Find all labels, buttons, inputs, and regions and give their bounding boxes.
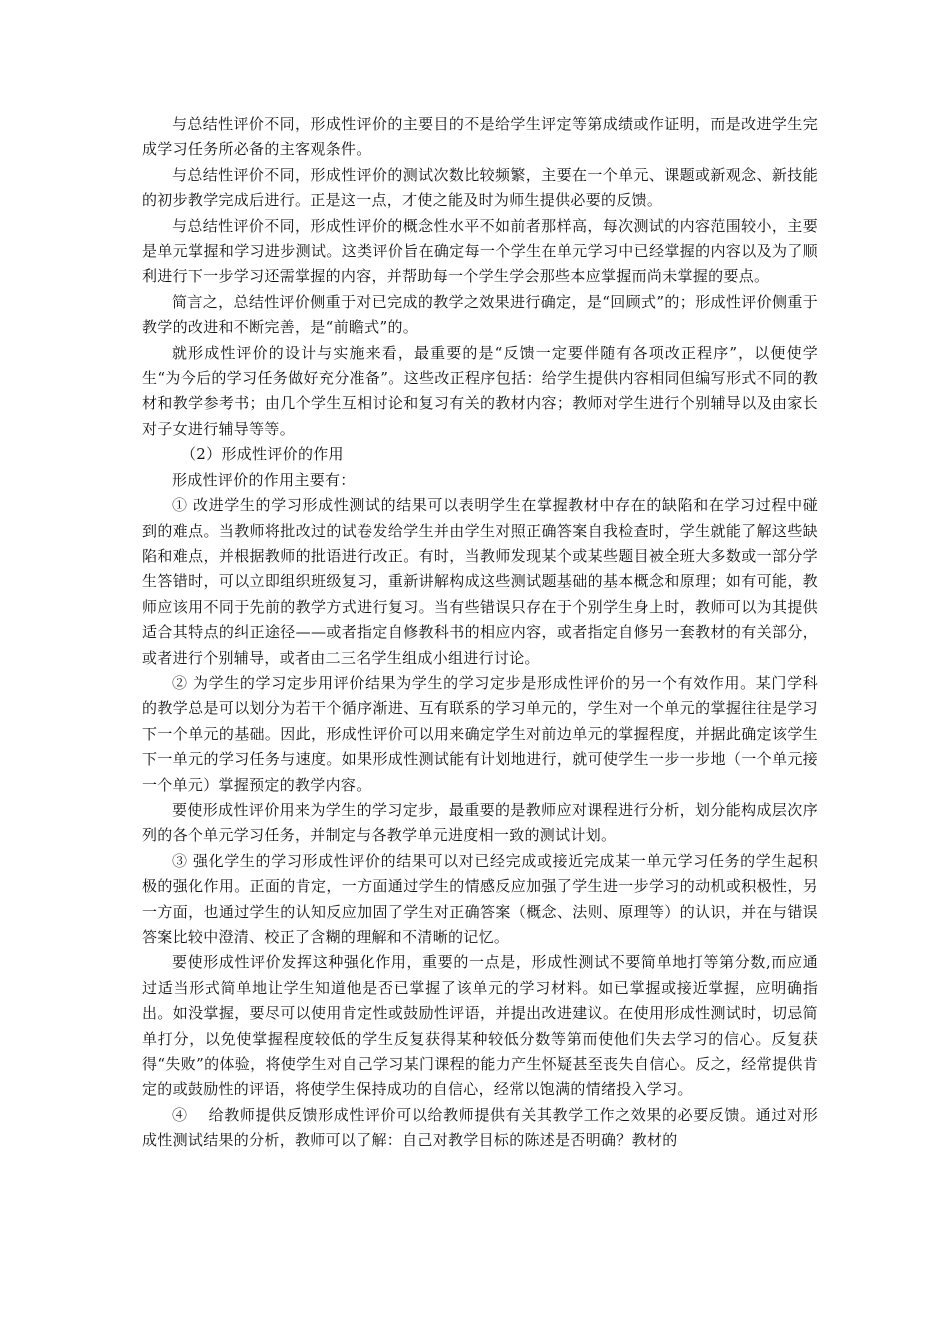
paragraph-function-1: ① 改进学生的学习形成性测试的结果可以表明学生在掌握教材中存在的缺陷和在学习过程中碰到的难点。当教师将批改过的试卷发给学生并由学生对照正确答案自我检查时，学生就能了解这些缺陷和难点，并根据教师的批语进行改正。有时，当教师发现某个或某些题目被全班大多数或一部分学生答错时，可以立即组织班级复习，重新讲解构成这些测试题基础的基本概念和原理；如有可能，教师应该用不同于先前的教学方式进行复习。当有些错误只存在于个别学生身上时，教师可以为其提供适合其特点的纠正途径——或者指定自修教科书的相应内容，或者指定自修另一套教材的有关部分，或者进行个别辅导，或者由二三名学生组成小组进行讨论。 xyxy=(142,496,818,667)
paragraph-function-2: ② 为学生的学习定步用评价结果为学生的学习定步是形成性评价的另一个有效作用。某门学科的教学总是可以划分为若干个循序渐进、互有联系的学习单元的，学生对一个单元的掌握往往是学习下一个单元的基础。因此，形成性评价可以用来确定学生对前边单元的掌握程度，并据此确定该学生下一单元的学习任务与速度。如果形成性测试能有计划地进行，就可使学生一步一步地（一个单元接一个单元）掌握预定的教学内容。 xyxy=(142,673,818,794)
paragraph-frequency: 与总结性评价不同，形成性评价的测试次数比较频繁，主要在一个单元、课题或新观念、新技能的初步教学完成后进行。正是这一点，才使之能及时为师生提供必要的反馈。 xyxy=(142,165,818,210)
section-heading: （2）形成性评价的作用 xyxy=(181,445,344,464)
paragraph-function-4: ④ 给教师提供反馈形成性评价可以给教师提供有关其教学工作之效果的必要反馈。通过对形成性测试结果的分析，教师可以了解：自己对教学目标的陈述是否明确？教材的 xyxy=(142,1105,818,1150)
document-body xyxy=(142,112,818,1154)
paragraph-purpose: 与总结性评价不同，形成性评价的主要目的不是给学生评定等第成绩或作证明，而是改进学生完成学习任务所必备的主客观条件。 xyxy=(142,115,818,159)
paragraph-scope: 与总结性评价不同，形成性评价的概念性水平不如前者那样高，每次测试的内容范围较小，主要是单元掌握和学习进步测试。这类评价旨在确定每一个学生在单元学习中已经掌握的内容以及为了顺利进行下一步学习还需掌握的内容，并帮助每一个学生学会那些本应掌握而尚未掌握的要点。 xyxy=(142,216,818,286)
paragraph-function-3-note: 要使形成性评价发挥这种强化作用，重要的一点是，形成性测试不要简单地打等第分数,而应通过适当形式简单地让学生知道他是否已掌握了该单元的学习材料。如已掌握或接近掌握，应明确指出。如没掌握，要尽可以使用肯定性或鼓励性评语，并提出改进建议。在使用形成性测试时，切忌简单打分，以免使掌握程度较低的学生反复获得某种较低分数等第而使他们失去学习的信心。反复获得“失败”的体验，将使学生对自己学习某门课程的能力产生怀疑甚至丧失自信心。反之，经常提供肯定的或鼓励性的评语，将使学生保持成功的自信心，经常以饱满的情绪投入学习。 xyxy=(142,953,818,1099)
paragraph-function-3: ③ 强化学生的学习形成性评价的结果可以对已经完成或接近完成某一单元学习任务的学生起积极的强化作用。正面的肯定，一方面通过学生的情感反应加强了学生进一步学习的动机或积极性，另一方面，也通过学生的认知反应加固了学生对正确答案（概念、法则、原理等）的认识，并在与错误答案比较中澄清、校正了含糊的理解和不清晰的记忆。 xyxy=(142,851,818,946)
paragraph-functions-intro: 形成性评价的作用主要有： xyxy=(172,470,356,489)
paragraph-summary: 简言之，总结性评价侧重于对已完成的教学之效果进行确定，是“回顾式”的；形成性评价侧重于教学的改进和不断完善，是“前瞻式”的。 xyxy=(142,292,818,337)
paragraph-function-2-note: 要使形成性评价用来为学生的学习定步，最重要的是教师应对课程进行分析，划分能构成层次序列的各个单元学习任务，并制定与各教学单元进度相一致的测试计划。 xyxy=(142,800,818,845)
paragraph-correction-procedures: 就形成性评价的设计与实施来看，最重要的是“反馈一定要伴随有各项改正程序”，以便使学生“为今后的学习任务做好充分准备”。这些改正程序包括：给学生提供内容相同但编写形式不同的教材和教学参考书；由几个学生互相讨论和复习有关的教材内容；教师对学生进行个别辅导以及由家长对子女进行辅导等等。 xyxy=(142,343,818,438)
